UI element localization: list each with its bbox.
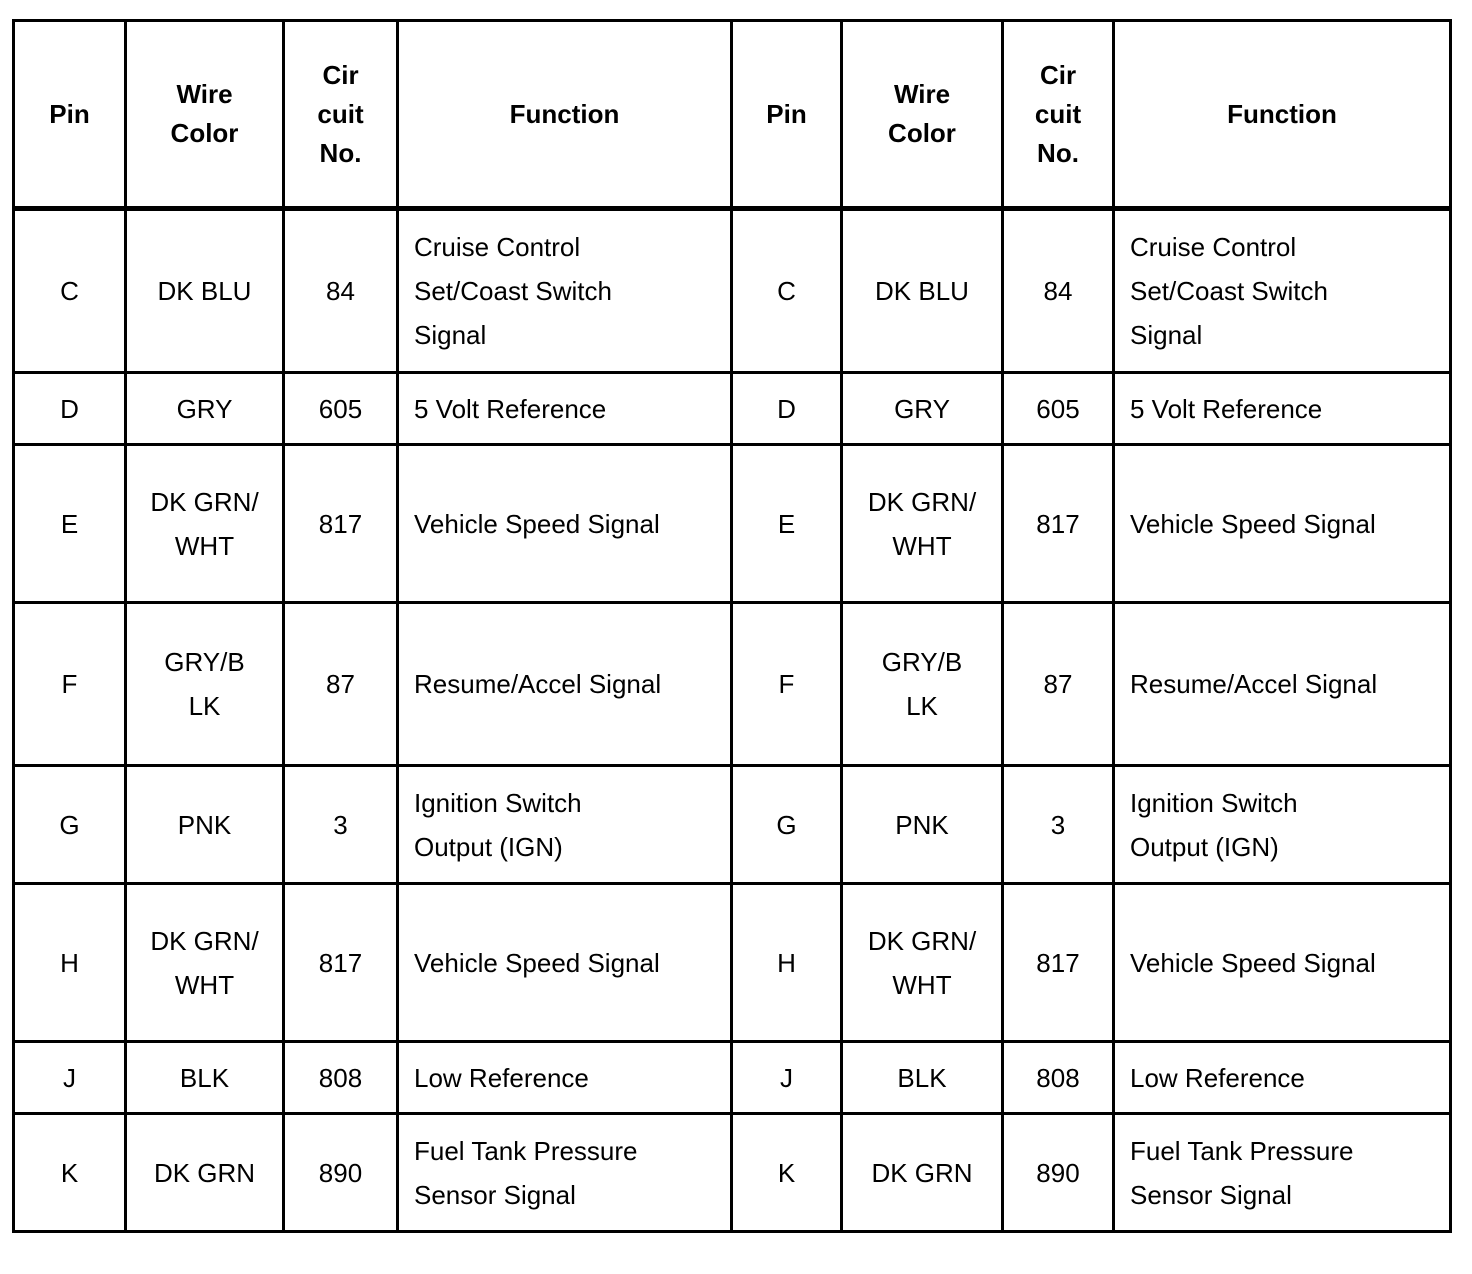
circuit-cell: 817 [1003, 445, 1114, 603]
table-row [14, 209, 1451, 373]
circuit-cell: 605 [1003, 373, 1114, 445]
circuit-cell: 817 [1003, 884, 1114, 1042]
function-cell: Vehicle Speed Signal [398, 445, 732, 603]
function-cell: Vehicle Speed Signal [1114, 445, 1451, 603]
table-row [14, 445, 1451, 603]
pin-cell: D [14, 373, 126, 445]
circuit-cell: 808 [284, 1042, 398, 1114]
circuit-cell: 817 [284, 884, 398, 1042]
pin-table [12, 19, 1452, 1233]
pin-cell: J [14, 1042, 126, 1114]
pin-cell: K [732, 1114, 842, 1232]
table-row [14, 884, 1451, 1042]
function-cell: Low Reference [398, 1042, 732, 1114]
circuit-cell: 84 [284, 209, 398, 373]
pin-cell: C [732, 209, 842, 373]
circuit-cell: 808 [1003, 1042, 1114, 1114]
wire-color-cell: BLK [126, 1042, 284, 1114]
header-pin: Pin [732, 21, 842, 209]
circuit-cell: 3 [1003, 766, 1114, 884]
header-circuit-no: Cir cuit No. [284, 21, 398, 209]
wire-color-cell: BLK [842, 1042, 1003, 1114]
function-cell: Ignition Switch Output (IGN) [398, 766, 732, 884]
table-row [14, 603, 1451, 766]
circuit-cell: 890 [284, 1114, 398, 1232]
function-cell: 5 Volt Reference [398, 373, 732, 445]
function-cell: Cruise Control Set/Coast Switch Signal [398, 209, 732, 373]
circuit-cell: 87 [284, 603, 398, 766]
function-cell: Resume/Accel Signal [1114, 603, 1451, 766]
pin-cell: J [732, 1042, 842, 1114]
pin-cell: D [732, 373, 842, 445]
wire-color-cell: GRY/BLK [126, 603, 284, 766]
table-row [14, 373, 1451, 445]
pin-cell: G [732, 766, 842, 884]
header-wire-color: Wire Color [842, 21, 1003, 209]
table-row [14, 1114, 1451, 1232]
function-cell: Resume/Accel Signal [398, 603, 732, 766]
table-row [14, 1042, 1451, 1114]
pin-cell: F [14, 603, 126, 766]
wire-color-cell: PNK [842, 766, 1003, 884]
header-row [14, 21, 1451, 209]
wire-color-cell: DK BLU [126, 209, 284, 373]
function-cell: Fuel Tank Pressure Sensor Signal [1114, 1114, 1451, 1232]
wire-color-cell: DK GRN [842, 1114, 1003, 1232]
circuit-cell: 3 [284, 766, 398, 884]
function-cell: Vehicle Speed Signal [398, 884, 732, 1042]
header-pin: Pin [14, 21, 126, 209]
circuit-cell: 87 [1003, 603, 1114, 766]
wire-color-cell: DK BLU [842, 209, 1003, 373]
circuit-cell: 605 [284, 373, 398, 445]
header-wire-color: Wire Color [126, 21, 284, 209]
wire-color-cell: PNK [126, 766, 284, 884]
function-cell: Cruise Control Set/Coast Switch Signal [1114, 209, 1451, 373]
circuit-cell: 890 [1003, 1114, 1114, 1232]
function-cell: Low Reference [1114, 1042, 1451, 1114]
pin-cell: H [14, 884, 126, 1042]
wire-color-cell: DK GRN/WHT [126, 884, 284, 1042]
function-cell: Fuel Tank Pressure Sensor Signal [398, 1114, 732, 1232]
pin-cell: K [14, 1114, 126, 1232]
pin-cell: G [14, 766, 126, 884]
pin-cell: F [732, 603, 842, 766]
wire-color-cell: DK GRN/WHT [842, 445, 1003, 603]
header-function: Function [398, 21, 732, 209]
wire-color-cell: DK GRN/WHT [126, 445, 284, 603]
header-circuit-no: Cir cuit No. [1003, 21, 1114, 209]
pin-cell: C [14, 209, 126, 373]
pin-cell: E [14, 445, 126, 603]
function-cell: Ignition Switch Output (IGN) [1114, 766, 1451, 884]
wire-color-cell: GRY/BLK [842, 603, 1003, 766]
pin-cell: E [732, 445, 842, 603]
function-cell: Vehicle Speed Signal [1114, 884, 1451, 1042]
header-function: Function [1114, 21, 1451, 209]
wire-color-cell: DK GRN/WHT [842, 884, 1003, 1042]
wire-color-cell: GRY [126, 373, 284, 445]
wire-color-cell: DK GRN [126, 1114, 284, 1232]
circuit-cell: 84 [1003, 209, 1114, 373]
function-cell: 5 Volt Reference [1114, 373, 1451, 445]
wire-color-cell: GRY [842, 373, 1003, 445]
table-row [14, 766, 1451, 884]
circuit-cell: 817 [284, 445, 398, 603]
pin-cell: H [732, 884, 842, 1042]
